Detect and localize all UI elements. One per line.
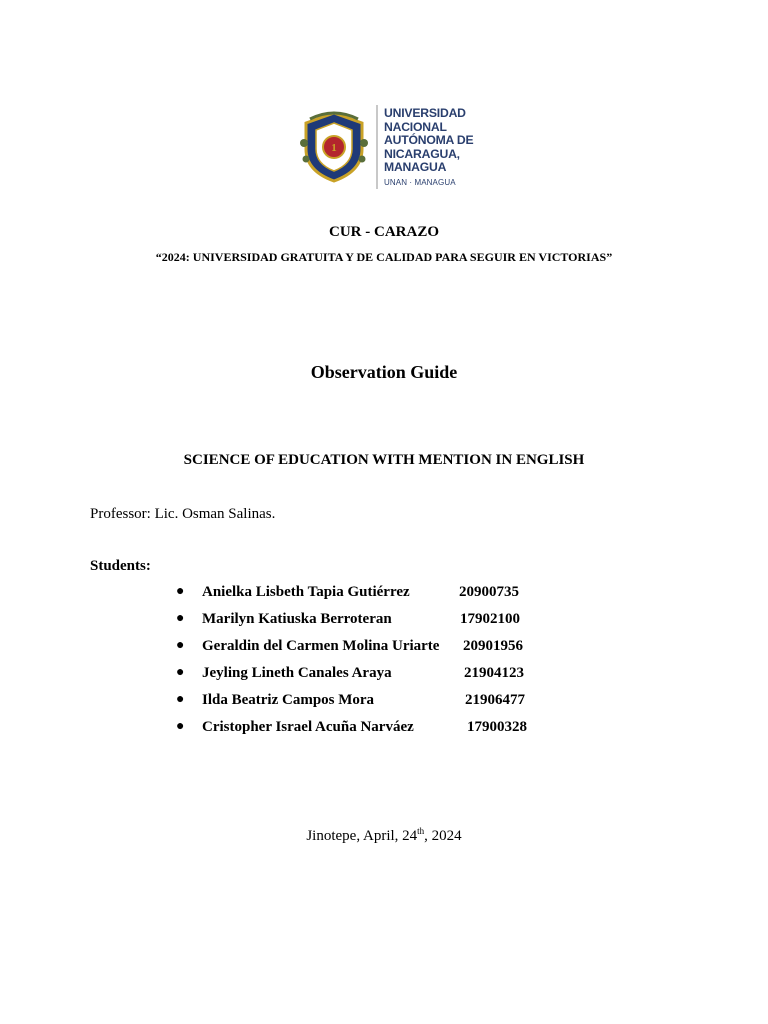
students-label: Students: [90,558,151,574]
university-crest-icon [296,109,372,185]
bullet-icon: ● [176,584,185,599]
student-name: Ilda Beatriz Campos Mora [202,692,375,708]
svg-text:1: 1 [331,142,337,154]
student-item [0,584,768,611]
date-suffix: , 2024 [424,828,462,844]
date-ordinal: th [417,826,425,836]
bullet-icon: ● [176,719,185,734]
logo-divider [376,105,378,189]
logo-line: AUTÓNOMA DE [384,133,474,148]
student-id: 17902100 [460,611,520,627]
university-logo [288,98,484,196]
bullet-icon: ● [176,692,185,707]
student-id: 17900328 [467,719,527,735]
logo-line: UNIVERSIDAD [384,106,466,121]
student-item [0,665,768,692]
date-line [0,826,768,845]
student-id: 21906477 [465,692,525,708]
logo-line: NICARAGUA, [384,146,460,161]
student-list [0,584,768,746]
student-id: 20901956 [463,638,523,654]
campus-heading: CUR - CARAZO [329,224,439,240]
professor-line: Professor: Lic. Osman Salinas. [90,506,276,522]
logo-subtitle: UNAN · MANAGUA [384,177,456,187]
bullet-icon: ● [176,638,185,653]
student-name: Anielka Lisbeth Tapia Gutiérrez [202,584,410,600]
document-title: Observation Guide [310,362,458,382]
bullet-icon: ● [176,665,185,680]
logo-wordmark [384,107,473,187]
date-prefix: Jinotepe, April, 24 [306,828,418,844]
student-item [0,692,768,719]
program-name: SCIENCE OF EDUCATION WITH MENTION IN ENGLISH [183,452,585,468]
student-name: Cristopher Israel Acuña Narváez [202,719,414,735]
student-id: 21904123 [464,665,524,681]
motto-line: “2024: UNIVERSIDAD GRATUITA Y DE CALIDAD PARA SEGUIR EN VICTORIAS” [155,250,613,264]
logo-line: NACIONAL [384,119,447,134]
student-name: Marilyn Katiuska Berroteran [202,611,392,627]
student-item [0,638,768,665]
student-name: Jeyling Lineth Canales Araya [202,665,392,681]
bullet-icon: ● [176,611,185,626]
student-item [0,719,768,746]
student-id: 20900735 [459,584,519,600]
student-name: Geraldin del Carmen Molina Uriarte [202,638,440,654]
logo-line: MANAGUA [384,160,447,175]
student-item [0,611,768,638]
